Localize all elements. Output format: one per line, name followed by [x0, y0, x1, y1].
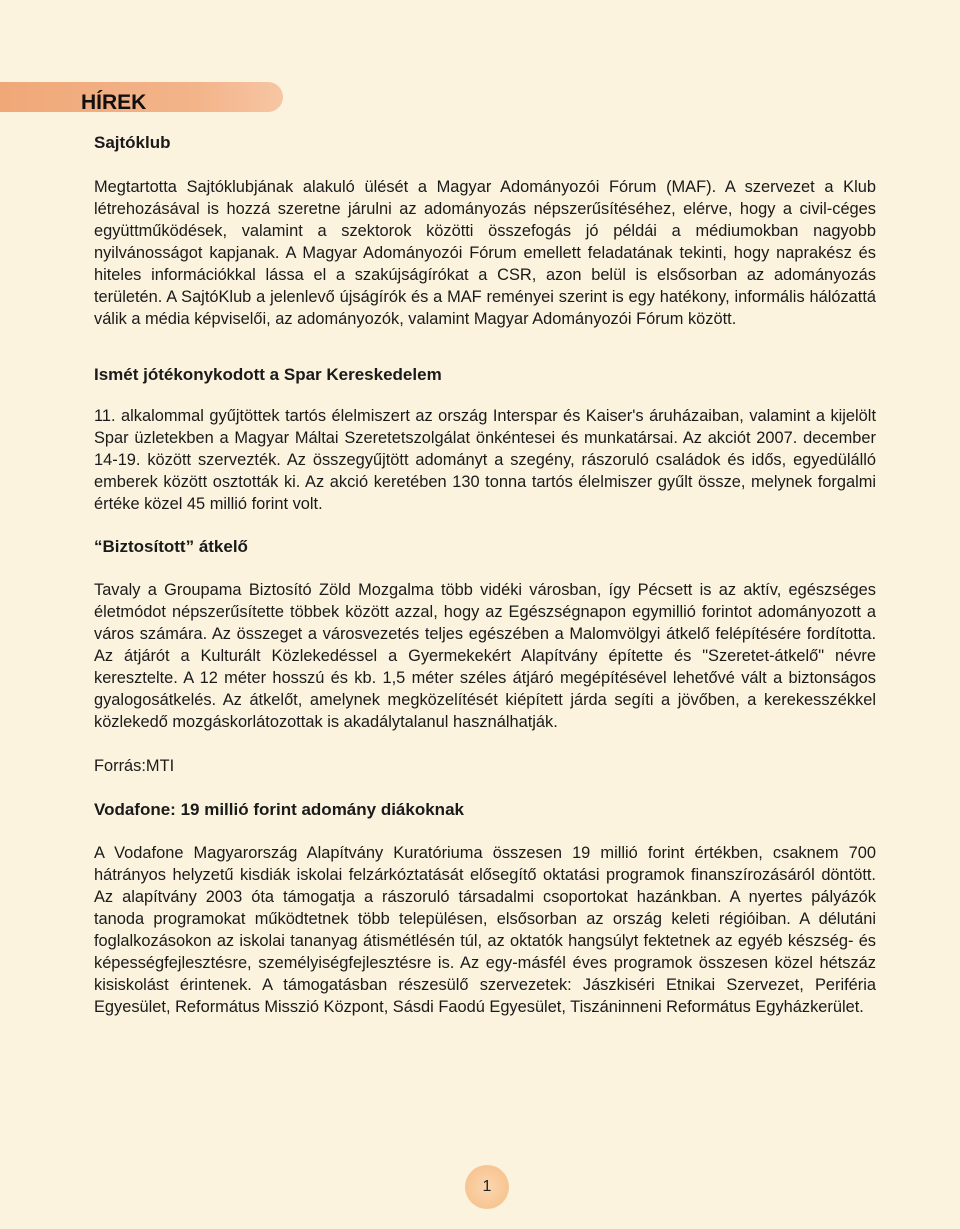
- page-number: 1: [465, 1165, 509, 1209]
- article-title-sajtoklub: Sajtóklub: [94, 133, 171, 152]
- article-body-atkelo: Tavaly a Groupama Biztosító Zöld Mozgalma több vidéki városban, így Pécsett is az aktív, egészséges életmódot népszerűsítette többek között azzal, hogy az Egészségnapon egymillió forintot adományozott a város számára. Az összeget a városvezetés teljes egészében a Malomvölgyi átkelő felépítésére fordította. Az átjárót a Kulturált Közlekedéssel a Gyermekekért Alapítvány építette és "Szeretet-átkelő" névre keresztelte. A 12 méter hosszú és kb. 1,5 méter széles átjáró megépítésével lehetővé vált a biztonságos gyalogosátkelés. Az átkelőt, amelynek megközelítését kiépített járda segíti a jövőben, a kerekesszékkel közlekedő mozgáskorlátozottak is akadálytalanul használhatják.: [94, 581, 876, 731]
- article-body-vodafone: A Vodafone Magyarország Alapítvány Kuratóriuma összesen 19 millió forint értékben, csaknem 700 hátrányos helyzetű kisdiák iskolai felzárkóztatását elősegítő oktatási programok finanszírozásáról döntött. Az alapítvány 2003 óta támogatja a rászoruló társadalmi csoportokat hazánkban. A nyertes pályázók tanoda programokat működtetnek több településen, elsősorban az ország keleti régióiban. A délutáni foglalkozásokon az iskolai tananyag átismétlésén túl, az oktatók hangsúlyt fektetnek az egyéb készség- és képességfejlesztésre, személyiségfejlesztésre is. Az egy-másfél éves programok összesen közel hétszáz kisiskolást érintenek. A támogatásban részesülő szervezetek: Jászkiséri Etnikai Szervezet, Periféria Egyesület, Református Misszió Központ, Sásdi Faodú Egyesület, Tiszáninneni Református Egyházkerület.: [94, 844, 876, 1016]
- article-title-spar: Ismét jótékonykodott a Spar Kereskedelem: [94, 365, 442, 384]
- page-title: HÍREK: [81, 91, 147, 114]
- article-title-vodafone: Vodafone: 19 millió forint adomány diákoknak: [94, 800, 464, 819]
- article-title-atkelo: “Biztosított” átkelő: [94, 537, 248, 556]
- article-body-sajtoklub: Megtartotta Sajtóklubjának alakuló ülését a Magyar Adományozói Fórum (MAF). A szervezet a Klub létrehozásával is hozzá szeretne járulni az adományozás népszerűsítéséhez, elérve, hogy a civil-céges együttműködések, valamint a szektorok közötti összefogás jó példái a médiumokban nagyobb nyilvánosságot kapjanak. A Magyar Adományozói Fórum emellett feladatának tekinti, hogy naprakész és hiteles információkkal lássa el a szakújságírókat a CSR, azon belül is elsősorban az adományozás területén. A SajtóKlub a jelenlevő újságírók és a MAF reményei szerint is egy hatékony, informális hálózattá válik a média képviselői, az adományozók, valamint Magyar Adományozói Fórum között.: [94, 178, 876, 328]
- article-source: Forrás:MTI: [94, 757, 175, 775]
- news-content: [94, 132, 876, 1018]
- article-body-spar: 11. alkalommal gyűjtöttek tartós élelmiszert az ország Interspar és Kaiser's áruházaiban, valamint a kijelölt Spar üzletekben a Magyar Máltai Szeretetszolgálat önkéntesei és munkatársai. Az akciót 2007. december 14-19. között szervezték. Az összegyűjtött adományt a szegény, rászoruló családok és idős, egyedülálló emberek között osztották ki. Az akció keretében 130 tonna tartós élelmiszer gyűlt össze, melynek forgalmi értéke közel 45 millió forint volt.: [94, 407, 876, 513]
